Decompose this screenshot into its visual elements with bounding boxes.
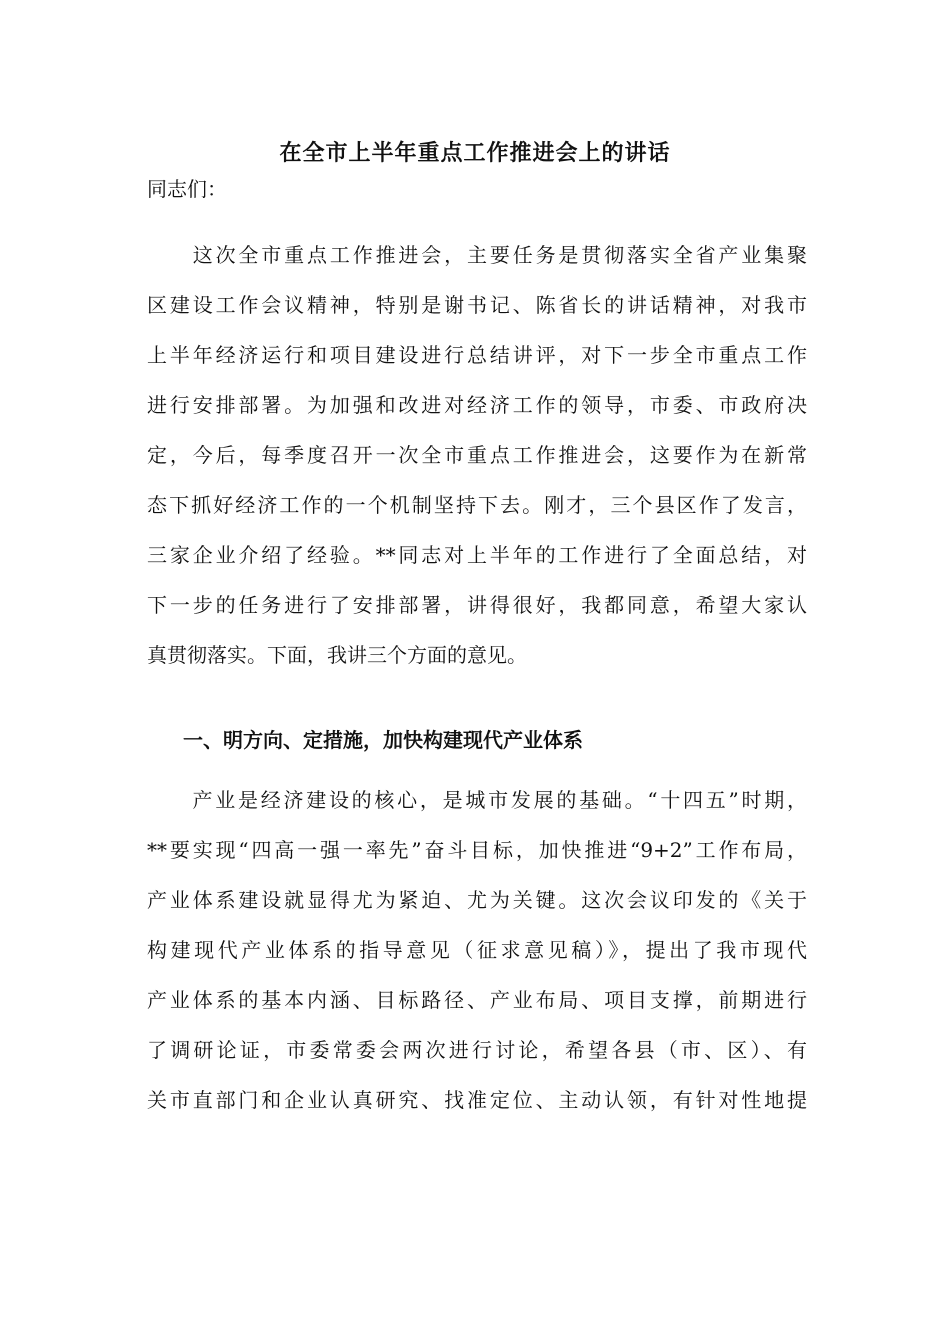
paragraph-intro: [147, 230, 807, 680]
paragraph-line: 进行安排部署。为加强和改进对经济工作的领导，市委、市政府决: [147, 393, 807, 417]
paragraph-line: 产业体系建设就显得尤为紧迫、尤为关键。这次会议印发的《关于: [147, 888, 807, 912]
paragraph-line: 构建现代产业体系的指导意见（征求意见稿）》，提出了我市现代: [147, 938, 807, 962]
paragraph-line: 产业是经济建设的核心，是城市发展的基础。“十四五”时期，: [147, 788, 807, 812]
paragraph-line: 关市直部门和企业认真研究、找准定位、主动认领，有针对性地提: [147, 1088, 807, 1112]
paragraph-line: 定，今后，每季度召开一次全市重点工作推进会，这要作为在新常: [147, 443, 807, 467]
salutation: 同志们：: [147, 177, 227, 201]
paragraph-line: **要实现“四高一强一率先”奋斗目标，加快推进“9+2”工作布局，: [147, 838, 807, 862]
paragraph-line: 产业体系的基本内涵、目标路径、产业布局、项目支撑，前期进行: [147, 988, 807, 1012]
paragraph-line: 了调研论证，市委常委会两次进行讨论，希望各县（市、区）、有: [147, 1038, 807, 1062]
paragraph-line: 三家企业介绍了经验。**同志对上半年的工作进行了全面总结，对: [147, 543, 807, 567]
paragraph-line: 这次全市重点工作推进会，主要任务是贯彻落实全省产业集聚: [147, 243, 807, 267]
paragraph-line: 态下抓好经济工作的一个机制坚持下去。刚才，三个县区作了发言，: [147, 493, 807, 517]
document-title: 在全市上半年重点工作推进会上的讲话: [279, 140, 671, 166]
paragraph-line: 下一步的任务进行了安排部署，讲得很好，我都同意，希望大家认: [147, 593, 807, 617]
paragraph-line: 区建设工作会议精神，特别是谢书记、陈省长的讲话精神，对我市: [147, 293, 807, 317]
paragraph-line: 上半年经济运行和项目建设进行总结讲评，对下一步全市重点工作: [147, 343, 807, 367]
section-heading: 一、明方向、定措施，加快构建现代产业体系: [183, 728, 583, 752]
paragraph-industry: [147, 775, 807, 1125]
paragraph-line: 真贯彻落实。下面，我讲三个方面的意见。: [147, 643, 527, 667]
